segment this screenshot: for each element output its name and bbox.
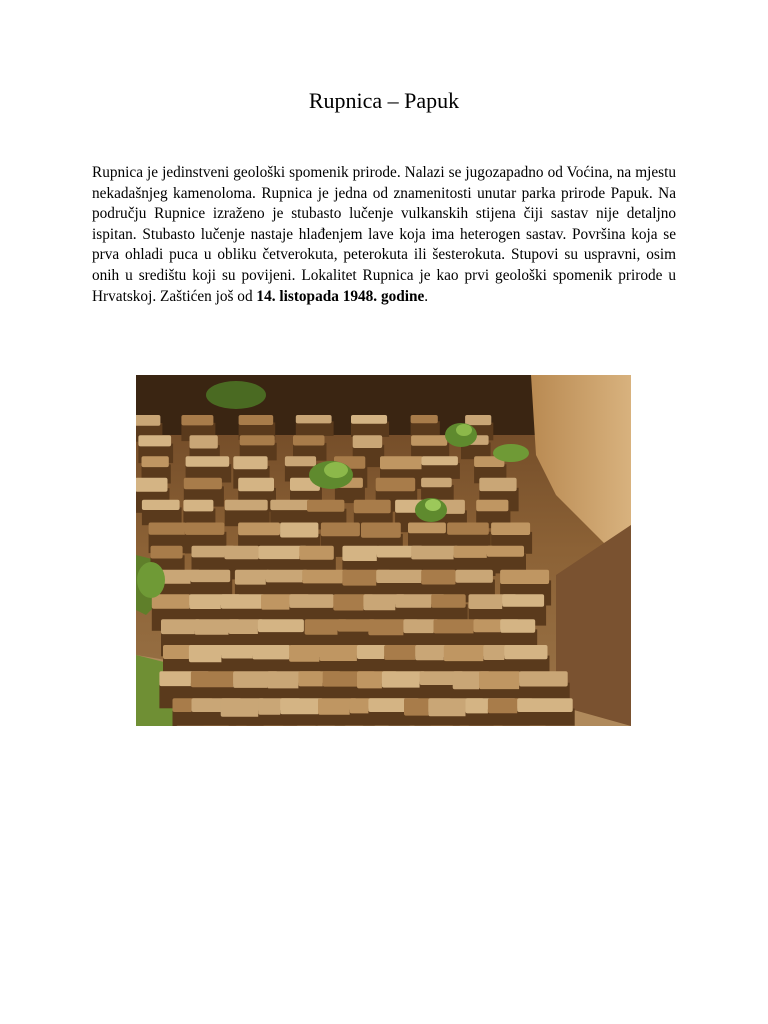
column-top <box>519 671 568 686</box>
column-top <box>502 594 544 607</box>
column-top <box>190 435 218 448</box>
column-top <box>491 523 530 536</box>
column-top <box>235 570 270 585</box>
column-top <box>149 523 187 535</box>
column-top <box>361 523 401 538</box>
column-top <box>151 546 183 559</box>
column-top <box>422 456 458 465</box>
column-top <box>431 594 466 608</box>
paragraph-text: Rupnica je jedinstveni geološki spomenik prirode. Nalazi se jugozapadno od Voćina, na mjestu nekadašnjeg kamenoloma. Rupnica je jedna od znamenitosti unutar parka prirode Papuk. Na području Rupnice izraženo je stubasto lučenje vulkanskih stijena čiji sastav nije detaljno ispitan. Stubasto lučenje nastaje hlađenjem lave koja ima heterogen sastav. Površina koja se prva ohladi puca u obliku četverokuta, peterokuta ili šesterokuta. Stupovi su uspravni, osim onih u središtu koji su povijeni. Lokalitet Rupnica je kao prvi geološki spomenik prirode u Hrvatskoj. Zaštićen još od <box>92 164 676 305</box>
column-top <box>487 546 524 557</box>
column-top <box>354 500 391 514</box>
column-top <box>224 546 259 559</box>
column-top <box>289 594 334 608</box>
column-top <box>500 619 535 633</box>
column-side <box>296 421 334 436</box>
column-top <box>456 570 493 583</box>
column-top <box>403 619 438 633</box>
column-top <box>479 671 521 689</box>
column-top <box>191 671 236 687</box>
column-top <box>252 645 290 659</box>
page-title: Rupnica – Papuk <box>308 88 460 113</box>
column-top <box>293 435 325 445</box>
column-side <box>351 422 389 437</box>
rupnica-photo <box>136 375 631 726</box>
column-top <box>465 415 491 425</box>
column-top <box>221 698 265 717</box>
column-top <box>225 500 268 511</box>
column-top <box>221 594 265 609</box>
column-top <box>376 478 416 492</box>
column-top <box>238 523 280 536</box>
column-top <box>411 546 458 560</box>
column-top <box>136 478 168 492</box>
column-top <box>302 570 348 584</box>
column-top <box>280 698 323 714</box>
column-top <box>411 435 447 445</box>
column-top <box>479 478 516 491</box>
column-top <box>258 619 304 632</box>
paragraph-end: . <box>424 287 429 305</box>
column-top <box>186 456 230 467</box>
column-top <box>152 594 191 609</box>
column-top <box>321 523 360 537</box>
column-top <box>517 698 573 712</box>
column-top <box>285 456 316 466</box>
column-top <box>299 546 334 560</box>
column-top <box>353 435 383 448</box>
column-top <box>411 415 438 423</box>
column-top <box>191 570 231 582</box>
column-top <box>421 570 456 585</box>
column-top <box>382 671 425 687</box>
plant <box>493 444 529 462</box>
column-top <box>142 500 180 510</box>
column-top <box>447 523 489 535</box>
column-top <box>181 415 213 425</box>
column-top <box>351 415 387 424</box>
column-side <box>411 421 440 435</box>
column-top <box>476 500 508 511</box>
column-top <box>434 619 480 633</box>
column-top <box>161 619 200 634</box>
column-top <box>138 435 171 446</box>
column-top <box>184 478 222 490</box>
column-top <box>266 570 308 583</box>
column-top <box>307 500 344 512</box>
plant <box>206 381 266 409</box>
column-top <box>270 500 310 510</box>
column-top <box>408 523 446 534</box>
column-top <box>342 546 379 561</box>
column-top <box>136 415 160 426</box>
column-top <box>185 523 225 535</box>
column-top <box>380 456 423 469</box>
column-top <box>504 645 547 659</box>
column-top <box>421 478 452 488</box>
column-side <box>422 463 460 479</box>
column-top <box>238 478 274 492</box>
column-top <box>142 456 169 467</box>
column-top <box>376 570 423 583</box>
body-paragraph <box>92 163 676 307</box>
column-top <box>239 415 274 425</box>
column-top <box>500 570 549 584</box>
column-top <box>183 500 213 512</box>
column-top <box>240 435 275 445</box>
column-top <box>233 456 267 469</box>
paragraph-date: 14. listopada 1948. godine <box>256 287 425 305</box>
column-top <box>280 523 318 538</box>
column-top <box>296 415 332 423</box>
